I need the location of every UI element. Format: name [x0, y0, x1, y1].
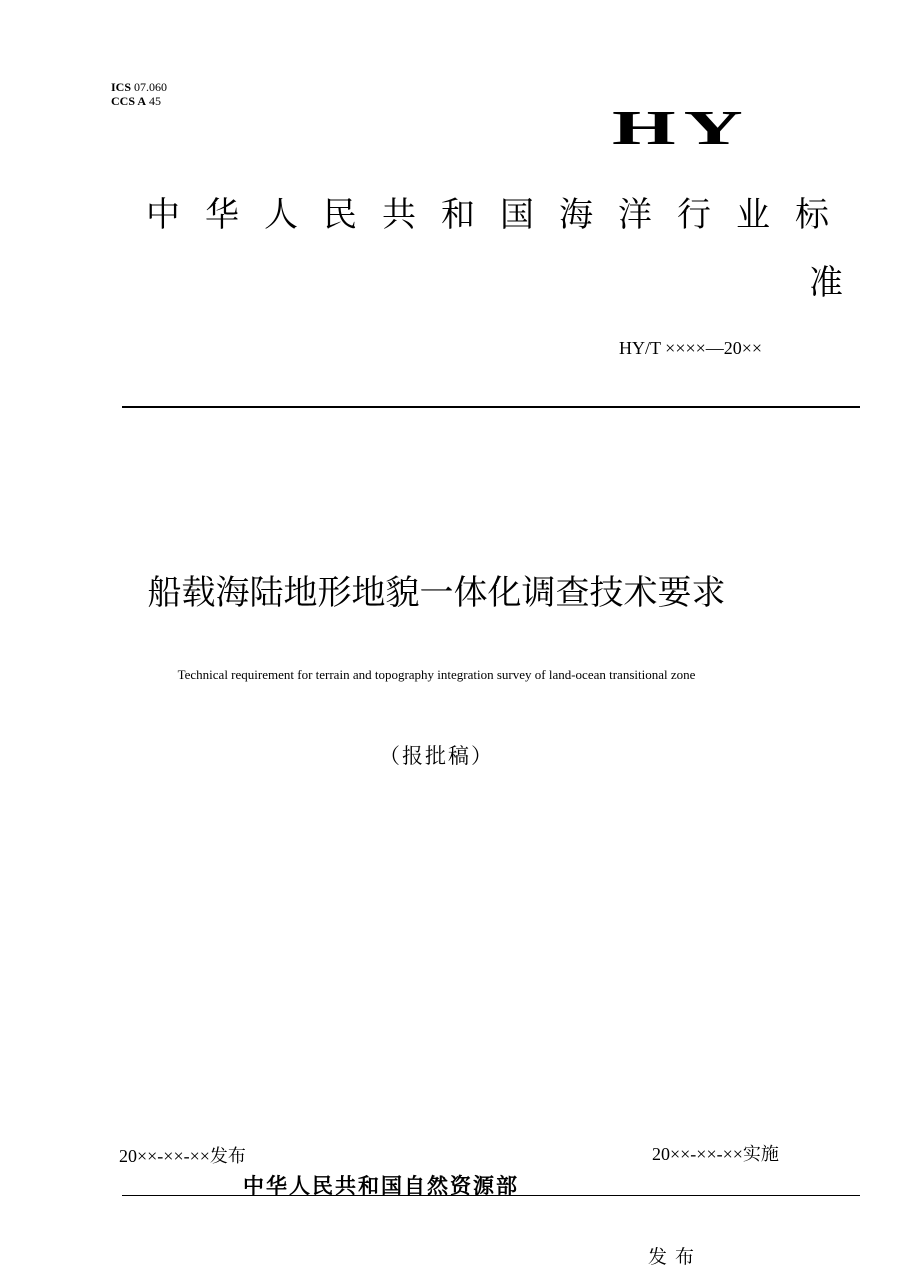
- release-date: 20××-××-××发布: [119, 1146, 246, 1166]
- publish-label: 发布: [648, 1247, 703, 1268]
- ics-label: ICS: [111, 80, 132, 94]
- standard-category-line1: 中华人民共和国海洋行业标: [146, 195, 854, 235]
- effective-date: 20××-××-××实施: [652, 1144, 779, 1164]
- standard-category-line2: 准: [809, 263, 843, 303]
- hy-logo: HY: [612, 101, 751, 155]
- top-divider: [122, 406, 860, 408]
- ics-code: [111, 80, 167, 94]
- standard-number: HY/T ××××—20××: [619, 338, 763, 358]
- classification-codes: [111, 80, 167, 108]
- ccs-label: CCS A: [111, 94, 147, 108]
- document-title-chinese: 船载海陆地形地貌一体化调查技术要求: [147, 573, 726, 613]
- ccs-value: 45: [149, 94, 162, 108]
- issuing-authority: 中华人民共和国自然资源部: [243, 1174, 519, 1198]
- bottom-divider: [122, 1195, 860, 1196]
- ics-value: 07.060: [134, 80, 168, 94]
- draft-status: （报批稿）: [379, 744, 494, 768]
- ccs-code: [111, 94, 167, 108]
- document-title-english: Technical requirement for terrain and topography integration survey of land-ocean transitional zone: [177, 667, 696, 682]
